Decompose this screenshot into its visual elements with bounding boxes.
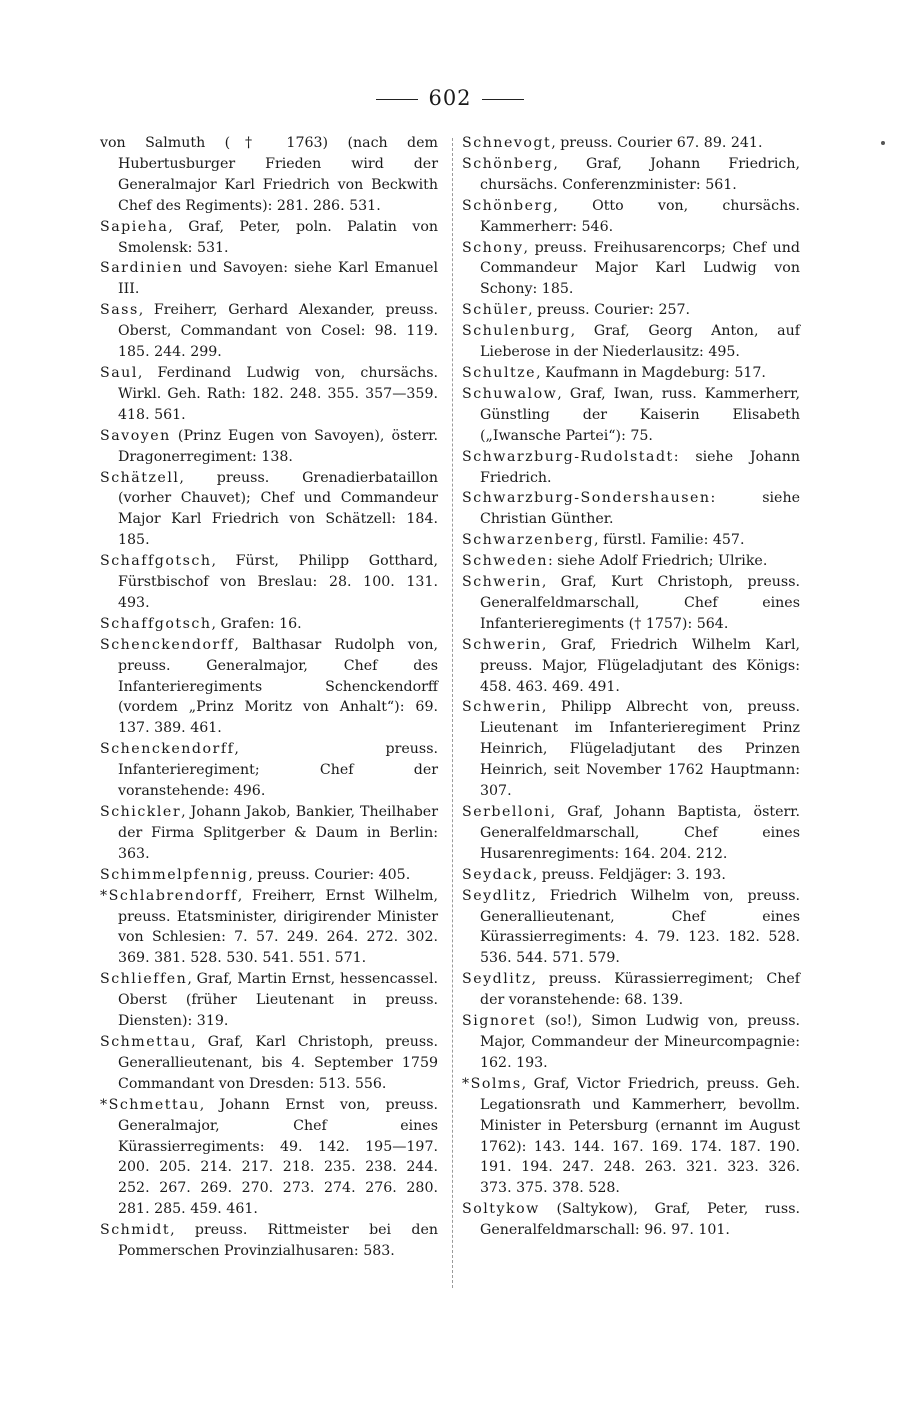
index-entry bbox=[100, 1032, 438, 1095]
entry-text: , Graf, Karl Christoph, preuss. Generallieutenant, bis 4. September 1759 Commandant von Dresden: 513. 556. bbox=[118, 1033, 438, 1092]
index-entry bbox=[462, 865, 800, 886]
entry-text: , preuss. Courier: 405. bbox=[248, 866, 411, 883]
entry-headword: Schönberg bbox=[462, 155, 554, 172]
index-entry bbox=[462, 447, 800, 489]
entry-text: , Graf, Peter, poln. Palatin von Smolensk: 531. bbox=[118, 218, 438, 256]
index-entry bbox=[100, 635, 438, 740]
entry-text: , Graf, Friedrich Wilhelm Karl, preuss. Major, Flügeladjutant des Königs: 458. 463. 469. 491. bbox=[480, 636, 800, 695]
entry-headword: Schenckendorff bbox=[100, 636, 235, 653]
entry-headword: Schenckendorff bbox=[100, 741, 235, 758]
entry-headword: Schlieffen bbox=[100, 971, 188, 988]
index-entry bbox=[462, 530, 800, 551]
index-entry bbox=[100, 426, 438, 468]
entry-text: , preuss. Rittmeister bei den Pommerschen Provinzialhusaren: 583. bbox=[118, 1222, 438, 1260]
entry-headword: Schimmelpfennig bbox=[100, 866, 249, 883]
index-entry bbox=[462, 488, 800, 530]
entry-text: , Ferdinand Ludwig von, chursächs. Wirkl. Geh. Rath: 182. 248. 355. 357—359. 418. 561. bbox=[118, 364, 438, 423]
entry-text: , Otto von, chursächs. Kammerherr: 546. bbox=[480, 197, 800, 235]
entry-headword: Schwerin bbox=[462, 574, 542, 591]
entry-text: (Prinz Eugen von Savoyen), österr. Dragonerregiment: 138. bbox=[118, 427, 438, 465]
entry-headword: Schultze bbox=[462, 364, 537, 381]
entry-headword: Saul bbox=[100, 364, 138, 381]
column-divider bbox=[452, 138, 453, 1288]
index-entry bbox=[100, 468, 438, 552]
entry-headword: Sapieha bbox=[100, 218, 169, 235]
entry-headword: Schulenburg bbox=[462, 323, 571, 340]
entry-text: , preuss. Kürassierregiment; Chef der voranstehende: 68. 139. bbox=[480, 971, 800, 1009]
index-entry bbox=[462, 300, 800, 321]
entry-headword: Schweden bbox=[462, 553, 548, 570]
index-entry bbox=[462, 321, 800, 363]
entry-headword: Schwerin bbox=[462, 636, 542, 653]
index-entry bbox=[100, 258, 438, 300]
entry-text: , Graf, Iwan, russ. Kammerherr, Günstling der Kaiserin Elisabeth („Iwansche Partei“): 75. bbox=[480, 385, 800, 444]
index-entry bbox=[462, 1011, 800, 1074]
entry-text: , Graf, Kurt Christoph, preuss. Generalfeldmarschall, Chef eines Infanterieregiments († 1757): 564. bbox=[480, 574, 800, 632]
entry-headword: Schwerin bbox=[462, 699, 542, 716]
entry-headword: Sardinien bbox=[100, 260, 184, 277]
entry-text: , Johann Ernst von, preuss. Generalmajor, Chef eines Kürassierregiments: 49. 142. 195—197. 200. 205. 214. 217. 218. 235. 238. 244. 252. 267. 269. 270. 273. 274. 276. 280. 281. 285. 459. 461. bbox=[118, 1096, 438, 1218]
page-number: 602 bbox=[428, 86, 472, 110]
entry-text: , Philipp Albrecht von, preuss. Lieutenant im Infanterieregiment Prinz Heinrich, Flügeladjutant des Prinzen Heinrich, seit November 1762 Hauptmann: 307. bbox=[480, 699, 800, 800]
index-entry bbox=[100, 865, 438, 886]
page-header bbox=[0, 86, 900, 110]
entry-headword: Schätzell bbox=[100, 469, 180, 486]
index-entry bbox=[462, 969, 800, 1011]
entry-headword: Schmettau bbox=[100, 1033, 192, 1050]
entry-text: , Graf, Johann Friedrich, chursächs. Conferenzminister: 561. bbox=[480, 155, 800, 193]
entry-headword: Savoyen bbox=[100, 427, 171, 444]
entry-text: , preuss. Grenadierbataillon (vorher Chauvet); Chef und Commandeur Major Karl Friedrich von Schätzell: 184. 185. bbox=[118, 469, 438, 549]
entry-text: : siehe Christian Günther. bbox=[480, 490, 800, 528]
entry-headword: Seydlitz bbox=[462, 971, 532, 988]
index-entry bbox=[462, 384, 800, 447]
entry-headword: Signoret bbox=[462, 1013, 536, 1030]
index-entry bbox=[462, 1199, 800, 1241]
entry-text: , Graf, Johann Baptista, österr. Generalfeldmarschall, Chef eines Husarenregiments: 164. 204. 212. bbox=[480, 804, 800, 862]
entry-text: , Graf, Victor Friedrich, preuss. Geh. Legationsrath und Kammerherr, bevollm. Minister in Petersburg (ernannt im August 1762): 143. 144. 167. 169. 174. 187. 190. 191. 194. 247. 248. 263. 321. 323. 326. 373. 375. 378. 528. bbox=[480, 1075, 800, 1197]
entry-text: (Saltykow), Graf, Peter, russ. Generalfeldmarschall: 96. 97. 101. bbox=[480, 1201, 800, 1239]
index-entry bbox=[100, 614, 438, 635]
entry-text: , preuss. Courier 67. 89. 241. bbox=[551, 135, 763, 151]
entry-headword: *Solms bbox=[462, 1075, 522, 1092]
index-entry bbox=[100, 886, 438, 970]
entry-headword: Serbelloni bbox=[462, 804, 551, 820]
entry-text: , Freiherr, Gerhard Alexander, preuss. Oberst, Commandant von Cosel: 98. 119. 185. 244. 299. bbox=[118, 302, 438, 361]
header-rule-right bbox=[482, 99, 524, 100]
entry-text: , preuss. Infanterieregiment; Chef der voranstehende: 496. bbox=[118, 741, 438, 800]
entry-text: von Salmuth († 1763) (nach dem Hubertusburger Frieden wird der Generalmajor Karl Friedrich von Beckwith Chef des Regiments): 281. 286. 531. bbox=[100, 135, 438, 214]
entry-headword: Schwarzburg-Rudolstadt bbox=[462, 448, 674, 465]
entry-text: , preuss. Freihusarencorps; Chef und Commandeur Major Karl Ludwig von Schony: 185. bbox=[480, 239, 800, 298]
entry-headword: Schmidt bbox=[100, 1222, 171, 1239]
entry-headword: *Schmettau bbox=[100, 1096, 200, 1113]
entry-text: , Kaufmann in Magdeburg: 517. bbox=[536, 364, 766, 381]
entry-headword: Schuwalow bbox=[462, 385, 558, 402]
index-entry bbox=[100, 1095, 438, 1220]
entry-headword: Schaffgotsch bbox=[100, 615, 212, 632]
entry-headword: Schönberg bbox=[462, 197, 554, 214]
index-entry bbox=[462, 238, 800, 301]
index-entry bbox=[462, 802, 800, 865]
entry-text: (so!), Simon Ludwig von, preuss. Major, Commandeur der Mineurcompagnie: 162. 193. bbox=[480, 1013, 800, 1071]
entry-text: , Grafen: 16. bbox=[211, 615, 302, 632]
entry-headword: Schickler bbox=[100, 804, 182, 820]
header-rule-left bbox=[376, 99, 418, 100]
entry-headword: Schaffgotsch bbox=[100, 553, 212, 570]
entry-headword: Soltykow bbox=[462, 1201, 540, 1218]
index-entry bbox=[462, 154, 800, 196]
entry-text: und Savoyen: siehe Karl Emanuel III. bbox=[118, 260, 438, 298]
entry-text: , Freiherr, Ernst Wilhelm, preuss. Etatsminister, dirigirender Minister von Schlesien: 7. 57. 249. 264. 272. 302. 369. 381. 528. 530. 541. 551. 571. bbox=[118, 887, 438, 967]
index-entry bbox=[100, 217, 438, 259]
entry-text: , Friedrich Wilhelm von, preuss. Generallieutenant, Chef eines Kürassierregiments: 4. 79. 123. 182. 528. 536. 544. 571. 579. bbox=[480, 887, 800, 967]
entry-text: , Johann Jakob, Bankier, Theilhaber der Firma Splitgerber & Daum in Berlin: 363. bbox=[118, 804, 438, 862]
entry-headword: *Schlabrendorff bbox=[100, 887, 238, 904]
entry-headword: Schwarzenberg bbox=[462, 532, 595, 549]
index-entry bbox=[462, 886, 800, 970]
index-entry bbox=[100, 551, 438, 614]
index-entry bbox=[100, 802, 438, 865]
entry-headword: Schüler bbox=[462, 302, 529, 319]
index-column-left bbox=[100, 133, 438, 1262]
index-entry bbox=[462, 133, 800, 154]
index-entry bbox=[462, 1074, 800, 1199]
entry-headword: Schony bbox=[462, 239, 524, 256]
entry-headword: Seydack bbox=[462, 866, 533, 883]
index-entry bbox=[462, 697, 800, 802]
index-column-right bbox=[462, 133, 800, 1241]
index-entry bbox=[100, 739, 438, 802]
margin-mark bbox=[881, 141, 885, 145]
entry-text: , preuss. Feldjäger: 3. 193. bbox=[532, 866, 726, 883]
entry-text: : siehe Johann Friedrich. bbox=[480, 448, 800, 486]
index-entry bbox=[100, 363, 438, 426]
entry-text: , Fürst, Philipp Gotthard, Fürstbischof von Breslau: 28. 100. 131. 493. bbox=[118, 553, 438, 611]
index-entry bbox=[462, 635, 800, 698]
index-entry bbox=[100, 969, 438, 1032]
index-entry bbox=[462, 551, 800, 572]
entry-text: , preuss. Courier: 257. bbox=[528, 302, 691, 319]
index-entry bbox=[100, 1220, 438, 1262]
index-entry bbox=[462, 196, 800, 238]
index-entry bbox=[100, 300, 438, 363]
index-entry bbox=[100, 133, 438, 217]
entry-text: : siehe Adolf Friedrich; Ulrike. bbox=[547, 553, 768, 570]
entry-text: , Graf, Martin Ernst, hessencassel. Oberst (früher Lieutenant in preuss. Diensten): 319. bbox=[118, 971, 438, 1030]
entry-headword: Seydlitz bbox=[462, 887, 532, 904]
entry-text: , fürstl. Familie: 457. bbox=[594, 532, 745, 549]
entry-text: , Balthasar Rudolph von, preuss. Generalmajor, Chef des Infanterieregiments Schenckendorff (vordem „Prinz Moritz von Anhalt“): 69. 137. 389. 461. bbox=[118, 636, 438, 737]
entry-text: , Graf, Georg Anton, auf Lieberose in der Niederlausitz: 495. bbox=[480, 323, 800, 361]
index-entry bbox=[462, 363, 800, 384]
index-entry bbox=[462, 572, 800, 635]
entry-headword: Schwarzburg-Sondershausen bbox=[462, 490, 711, 507]
entry-headword: Sass bbox=[100, 302, 139, 319]
entry-headword: Schnevogt bbox=[462, 135, 552, 151]
